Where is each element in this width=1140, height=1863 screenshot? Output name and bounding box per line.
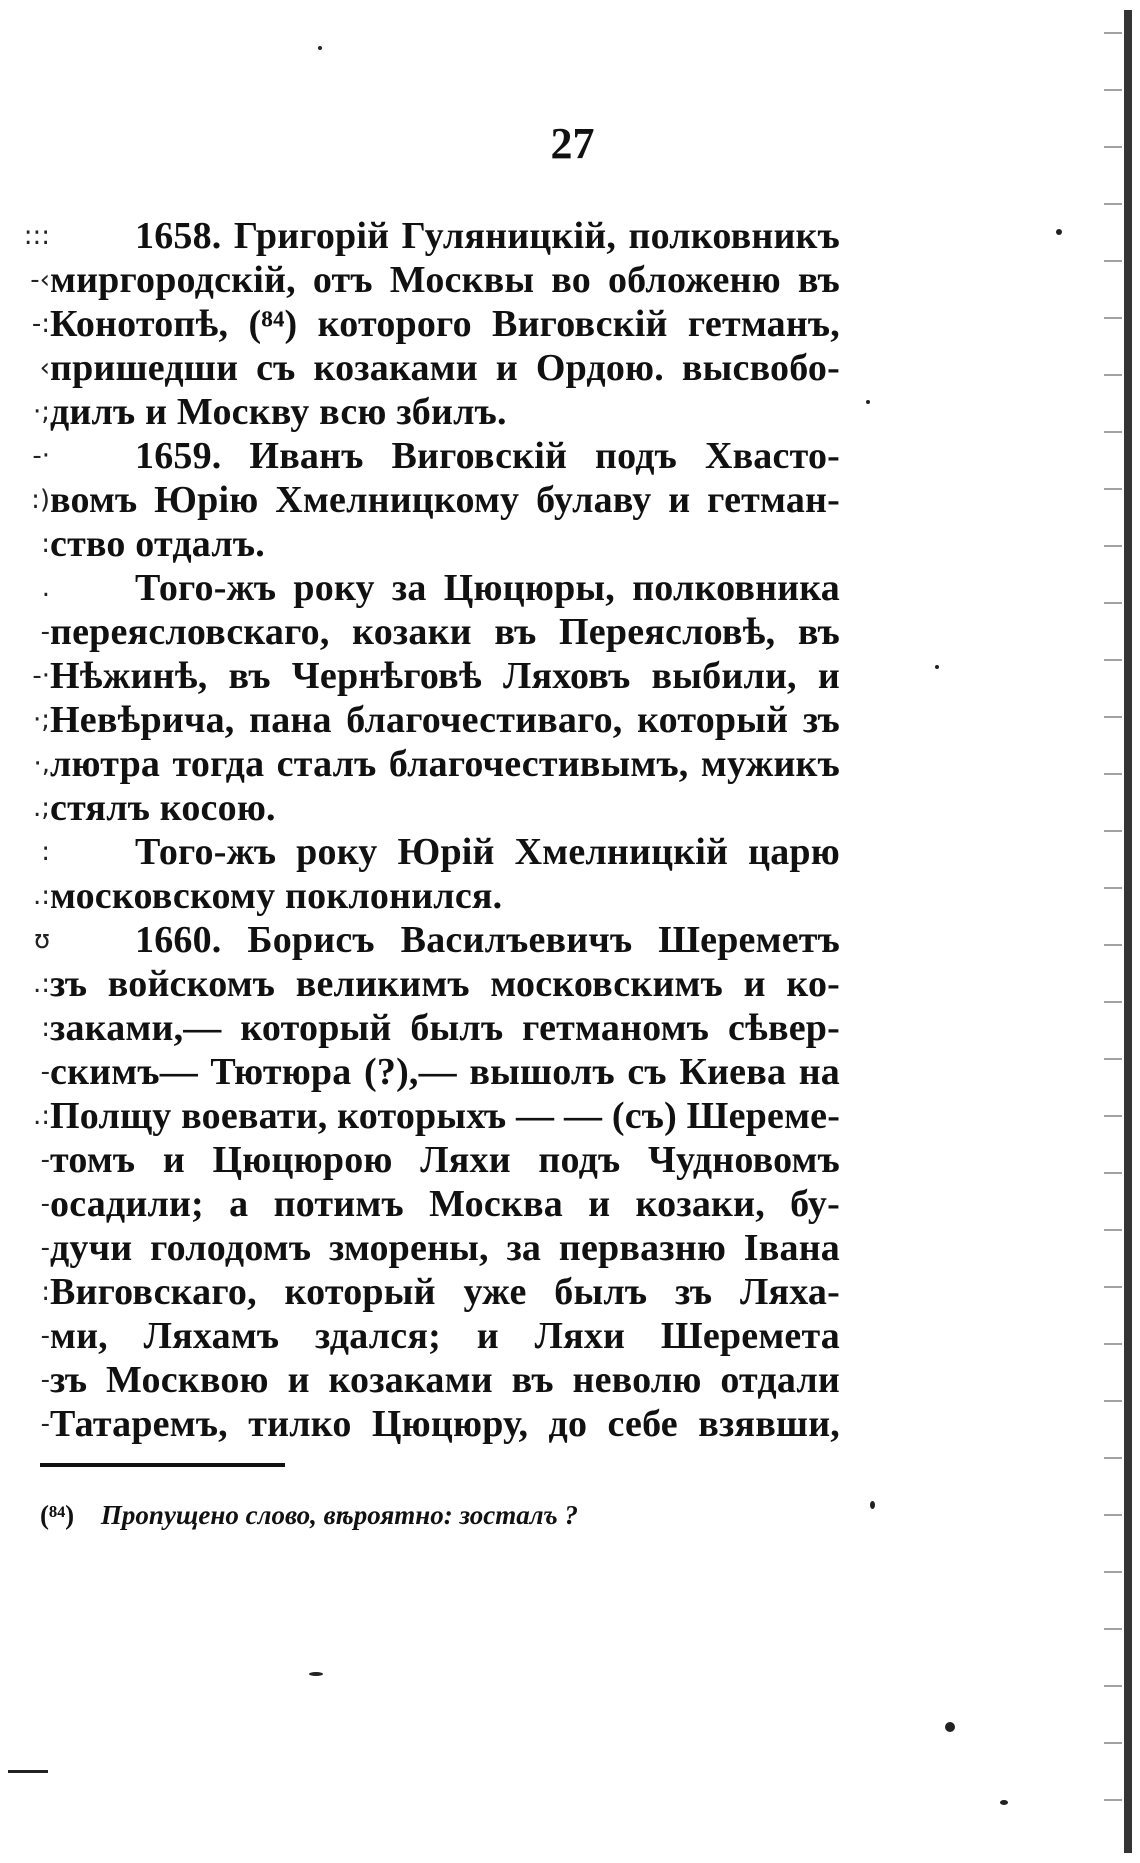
margin-mark: - [40,1409,50,1439]
margin-mark: ʊ [33,925,50,955]
margin-mark: - [40,1321,50,1351]
speck [8,1770,48,1773]
text-line: зъ Москвою и козаками въ неволю отдали [50,1359,840,1401]
footnote-text: Пропущено слово, вѣроятно: зосталъ ? [100,1500,579,1530]
page-edge [1122,10,1132,1853]
margin-mark: ·; [32,397,50,427]
text-line: Невѣрича, пана благочестиваго, который зъ [50,699,840,741]
text-line: переясловскаго, козаки въ Переясловѣ, въ [50,611,840,653]
margin-mark: - [40,617,50,647]
margin-mark: - [40,1057,50,1087]
speck [1000,1800,1008,1805]
margin-mark: -· [32,441,50,471]
text-line: дилъ и Москву всю збилъ. [50,391,507,433]
margin-mark: : [41,837,50,867]
margin-mark: - [40,1189,50,1219]
text-line: заками,— который былъ гетманомъ сѣвер- [50,1007,840,1049]
text-line: Нѣжинѣ, въ Чернѣговѣ Ляховъ выбили, и [50,655,840,697]
margin-mark: ·; [32,705,50,735]
text-line: Того-жъ року Юрій Хмелницкій царю [135,831,840,873]
text-line: зъ войскомъ великимъ московскимъ и ко- [50,963,840,1005]
margin-mark: : [41,1013,50,1043]
margin-mark: .: [32,969,50,999]
text-line: Татаремъ, тилко Цюцюру, до себе взявши, [50,1403,840,1445]
text-line: 1659. Иванъ Виговскій подъ Хвасто- [135,435,840,477]
text-line: пришедши съ козаками и Ордою. высвобо- [50,347,840,389]
text-line: Того-жъ року за Цюцюры, полковника [135,567,840,609]
text-line: томъ и Цюцюрою Ляхи подъ Чудновомъ [50,1139,840,1181]
text-line: Конотопѣ, (⁸⁴) которого Виговскій гетманъ, [50,303,840,345]
speck [945,1722,955,1732]
text-line: 1658. Григорій Гуляницкій, полковникъ [135,215,840,257]
text-line: дучи голодомъ зморены, за первазню Івана [50,1227,840,1269]
margin-mark: .: [32,1101,50,1131]
speck [1056,229,1062,235]
footnote-mark: (⁸⁴) [40,1500,75,1530]
text-line: миргородскій, отъ Москвы во обложеню въ [50,259,840,301]
text-line: Виговскаго, который уже былъ зъ Ляха- [50,1271,840,1313]
margin-mark: - [40,1233,50,1263]
speck [318,46,322,50]
text-line: московскому поклонился. [50,875,503,917]
text-line: Полщу воевати, которыхъ — — (съ) Шереме- [50,1095,841,1137]
margin-mark: ·, [33,749,50,779]
text-line: 1660. Борисъ Василъевичъ Шереметъ [135,919,840,961]
margin-mark: : [41,529,50,559]
text-line: вомъ Юрію Хмелницкому булаву и гетман- [50,479,840,521]
speck [866,400,870,404]
text-line: лютра тогда сталъ благочестивымъ, мужикъ [50,743,840,785]
margin-mark: - [40,1365,50,1395]
text-line: ми, Ляхамъ здался; и Ляхи Шеремета [50,1315,840,1357]
margin-mark: : [41,1277,50,1307]
margin-mark: -· [32,661,50,691]
speck [935,665,939,669]
margin-mark: .: [32,881,50,911]
text-line: скимъ— Тютюра (?),— вышолъ съ Киева на [50,1051,840,1093]
text-line: стялъ косою. [50,787,276,829]
body-text [50,214,840,1446]
margin-mark: ‹ [39,353,50,383]
text-line: осадили; а потимъ Москва и козаки, бу- [50,1183,840,1225]
margin-mark: :) [31,485,50,515]
margin-mark: .; [32,793,50,823]
page-number: 27 [550,119,595,168]
margin-marks [6,214,50,1446]
footnote-rule [40,1463,285,1467]
margin-mark: . [41,573,50,603]
text-line: ство отдалъ. [50,523,265,565]
margin-mark: -‹ [30,265,50,295]
margin-mark: -: [31,309,50,339]
speck [309,1672,323,1676]
speck [870,1501,875,1509]
margin-mark: ::: [23,221,50,251]
margin-mark: - [40,1145,50,1175]
footnote [40,1500,578,1531]
